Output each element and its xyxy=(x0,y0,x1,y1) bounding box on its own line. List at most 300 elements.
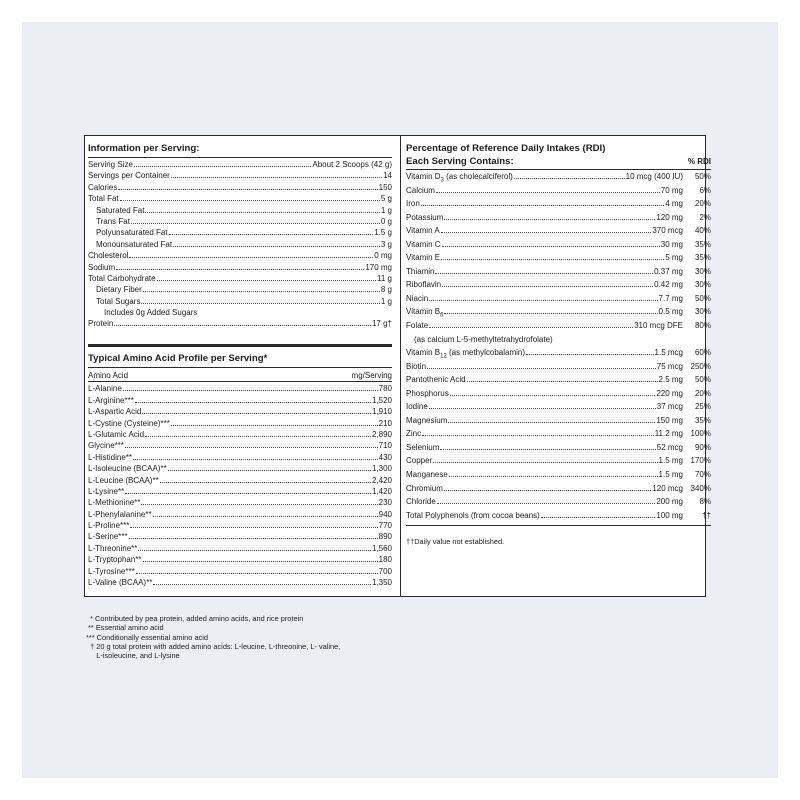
amino-row xyxy=(88,383,392,394)
rdi-percent: 40% xyxy=(694,226,711,236)
amino-amount: 1,560 xyxy=(371,543,392,553)
amino-rows xyxy=(88,383,392,588)
rdi-row xyxy=(406,252,711,266)
dot-leader xyxy=(173,246,380,247)
nutrient-amount: 1 g xyxy=(380,296,392,306)
rdi-percent: 60% xyxy=(694,348,711,358)
rdi-note-text: (as calcium L-5-methyltetrahydrofolate) xyxy=(414,334,553,344)
rdi-title: Percentage of Reference Daily Intakes (RDI) xyxy=(406,143,606,154)
nutrient-amount: 150 xyxy=(378,182,392,192)
amino-amount: 2,890 xyxy=(371,429,392,439)
serving-row xyxy=(88,159,392,170)
amino-name: L-Glutamic Acid xyxy=(88,429,145,439)
amino-row xyxy=(88,520,392,531)
rdi-amount: 1.5 mg xyxy=(658,456,683,466)
rdi-row xyxy=(406,225,711,239)
amino-name: L-Tyrosine*** xyxy=(88,566,135,576)
amino-amount: 2,420 xyxy=(371,475,392,485)
dot-leader xyxy=(429,300,657,301)
amino-name: L-Proline*** xyxy=(88,521,130,531)
dot-leader xyxy=(467,381,658,382)
serving-info-rows xyxy=(88,159,392,330)
rdi-name-text: Total Polyphenols (from cocoa beans) xyxy=(406,510,540,520)
dot-leader xyxy=(441,259,664,260)
nutrient-name: Polyunsaturated Fat xyxy=(96,228,168,238)
dot-leader xyxy=(153,516,378,517)
amino-name: L-Alanine xyxy=(88,384,122,394)
rdi-name xyxy=(406,185,435,196)
amino-name: L-Tryptophan** xyxy=(88,555,142,565)
rdi-amount: 0.37 mg xyxy=(654,266,683,276)
rdi-percent: 35% xyxy=(694,415,711,425)
dot-leader xyxy=(429,327,633,328)
rdi-amount: 0.42 mg xyxy=(654,280,683,290)
rdi-amount: 2.5 mg xyxy=(658,375,683,385)
rdi-amount: 10 mcg (400 IU) xyxy=(625,172,683,181)
amino-name: L-Cystine (Cysteine)*** xyxy=(88,418,170,428)
rdi-percent: 50% xyxy=(694,293,711,303)
rdi-name-text: Pantothenic Acid xyxy=(406,375,466,385)
dot-leader xyxy=(118,189,377,190)
serving-info-rule xyxy=(88,157,392,158)
amino-header-rule xyxy=(88,381,392,382)
dot-leader xyxy=(436,192,660,193)
rdi-percent: 90% xyxy=(694,442,711,452)
rdi-row xyxy=(406,306,711,320)
dot-leader xyxy=(153,584,371,585)
dot-leader xyxy=(130,527,377,528)
serving-row xyxy=(88,216,392,227)
amino-amount: 1,350 xyxy=(371,578,392,588)
dot-leader xyxy=(157,280,376,281)
footnotes xyxy=(86,614,340,660)
rdi-name-text: Vitamin B xyxy=(406,348,441,358)
dot-leader xyxy=(448,422,655,423)
rdi-percent: 25% xyxy=(694,402,711,412)
amino-amount: 770 xyxy=(378,521,392,531)
amino-amount: 700 xyxy=(378,566,392,576)
nutrient-amount: 11 g xyxy=(377,273,392,283)
rdi-amount: 30 mg xyxy=(660,239,683,249)
dot-leader xyxy=(133,459,378,460)
rdi-percent: 30% xyxy=(694,307,711,317)
rdi-row xyxy=(406,239,711,253)
rdi-name-text: Folate xyxy=(406,321,429,331)
rdi-name-text: Vitamin A xyxy=(406,226,440,236)
dot-leader xyxy=(143,291,380,292)
rdi-name-text: Potassium xyxy=(406,212,444,222)
rdi-amount: 11.2 mg xyxy=(654,429,683,439)
serving-row xyxy=(88,193,392,204)
rdi-name xyxy=(406,510,540,521)
rdi-amount: 75 mcg xyxy=(656,361,683,371)
footnote-1: * Contributed by pea protein, added amino acids, and rice protein xyxy=(86,614,304,623)
dot-leader xyxy=(429,408,656,409)
rdi-row xyxy=(406,455,711,469)
serving-row xyxy=(88,239,392,250)
nutrient-name: Trans Fat xyxy=(96,216,130,226)
amino-name: L-Serine*** xyxy=(88,532,128,542)
dot-leader xyxy=(135,402,371,403)
nutrient-amount: 1 g xyxy=(380,205,392,215)
dot-leader xyxy=(514,178,625,179)
amino-row xyxy=(88,406,392,417)
rdi-percent: 35% xyxy=(694,239,711,249)
dot-leader xyxy=(116,269,364,270)
dot-leader xyxy=(160,482,371,483)
dot-leader xyxy=(442,286,653,287)
rdi-amount: 310 mcg DFE xyxy=(634,321,683,331)
rdi-row xyxy=(406,388,711,402)
amino-top-rule xyxy=(88,344,392,347)
rdi-row xyxy=(406,266,711,280)
nutrient-name: Sodium xyxy=(88,262,116,272)
rdi-footnote: ††Daily value not established. xyxy=(406,537,505,547)
rdi-amount: 1.5 mcg xyxy=(654,348,683,358)
rdi-amount: 1.5 mg xyxy=(658,470,683,480)
dot-leader xyxy=(435,273,653,274)
rdi-name xyxy=(406,455,432,466)
rdi-row xyxy=(406,198,711,212)
rdi-amount: 4 mg xyxy=(665,199,683,209)
rdi-name-subscript: 12 xyxy=(440,353,447,360)
rdi-percent: 8% xyxy=(699,497,711,507)
rdi-name-text: Niacin xyxy=(406,293,429,303)
rdi-percent: †† xyxy=(702,510,711,520)
rdi-row xyxy=(406,347,711,361)
amino-name: Glycine*** xyxy=(88,441,125,451)
rdi-name xyxy=(406,252,440,263)
amino-name: L-Methionine** xyxy=(88,498,141,508)
nutrient-amount: 0 g xyxy=(380,216,392,226)
amino-row xyxy=(88,440,392,451)
rdi-name xyxy=(406,239,441,250)
rdi-name xyxy=(406,279,441,290)
amino-name: L-Phenylalanine** xyxy=(88,509,152,519)
rdi-amount: 220 mg xyxy=(656,388,683,398)
nutrient-name: Total Fat xyxy=(88,194,119,204)
rdi-name-text: Riboflavin xyxy=(406,280,442,290)
rdi-name xyxy=(406,212,443,223)
rdi-percent: 30% xyxy=(694,280,711,290)
nutrient-name: Protein xyxy=(88,319,114,329)
rdi-percent: 70% xyxy=(694,470,711,480)
dot-leader xyxy=(129,538,378,539)
rdi-bottom-rule xyxy=(406,525,711,526)
dot-leader xyxy=(168,470,371,471)
nutrient-amount: 8 g xyxy=(380,285,392,295)
rdi-name xyxy=(406,266,434,277)
rdi-name xyxy=(406,428,421,439)
amino-amount: 1,420 xyxy=(371,486,392,496)
serving-row xyxy=(88,273,392,284)
amino-name: L-Leucine (BCAA)** xyxy=(88,475,159,485)
rdi-amount: 150 mg xyxy=(656,415,683,425)
amino-name: L-Arginine*** xyxy=(88,395,134,405)
dot-leader xyxy=(134,166,311,167)
dot-leader xyxy=(441,232,652,233)
rdi-name xyxy=(406,401,428,412)
amino-row xyxy=(88,452,392,463)
dot-leader xyxy=(142,413,371,414)
rdi-name xyxy=(406,415,447,426)
nutrient-name: Total Sugars xyxy=(96,296,141,306)
dot-leader xyxy=(437,503,656,504)
amino-row xyxy=(88,509,392,520)
rdi-header-rule xyxy=(406,169,711,170)
rdi-name-rest: (as cholecalciferol) xyxy=(443,172,513,181)
rdi-col-pct: % RDI xyxy=(687,157,711,166)
nutrient-name: Monounsaturated Fat xyxy=(96,239,173,249)
serving-row xyxy=(88,307,392,318)
rdi-name-text: Chromium xyxy=(406,483,443,493)
dot-leader xyxy=(138,550,371,551)
rdi-row xyxy=(406,401,711,415)
amino-amount: 1,300 xyxy=(371,464,392,474)
rdi-amount: 37 mcg xyxy=(656,402,683,412)
rdi-note xyxy=(406,334,711,348)
rdi-percent: 170% xyxy=(690,456,711,466)
rdi-name-subscript: 3 xyxy=(440,177,444,184)
serving-row xyxy=(88,284,392,295)
amino-amount: 430 xyxy=(378,452,392,462)
amino-row xyxy=(88,531,392,542)
dot-leader xyxy=(444,219,655,220)
rdi-name-text: Phosphorus xyxy=(406,388,449,398)
rdi-row xyxy=(406,428,711,442)
rdi-name xyxy=(406,483,443,494)
rdi-row xyxy=(406,510,711,524)
rdi-amount: 5 mg xyxy=(665,253,683,263)
rdi-row xyxy=(406,293,711,307)
rdi-name-text: Iron xyxy=(406,199,420,209)
rdi-amount: 52 mcg xyxy=(656,442,683,452)
nutrient-amount: 1.5 g xyxy=(374,228,392,238)
amino-name: L-Lysine** xyxy=(88,486,125,496)
dot-leader xyxy=(131,223,380,224)
amino-name: L-Valine (BCAA)** xyxy=(88,578,153,588)
rdi-amount: 0.5 mg xyxy=(658,307,683,317)
nutrient-amount: 5 g xyxy=(380,194,392,204)
rdi-name-text: Copper xyxy=(406,456,433,466)
serving-row xyxy=(88,318,392,329)
amino-name: L-Histidine** xyxy=(88,452,133,462)
rdi-name xyxy=(406,374,466,385)
amino-amount: 230 xyxy=(378,498,392,508)
nutrient-amount: 14 xyxy=(383,171,392,181)
nutrient-amount: 0 mg xyxy=(374,251,392,261)
dot-leader xyxy=(171,177,382,178)
amino-name: L-Threonine** xyxy=(88,543,138,553)
rdi-section xyxy=(406,143,711,548)
amino-row xyxy=(88,543,392,554)
rdi-name-text: Vitamin C xyxy=(406,239,441,249)
serving-row xyxy=(88,205,392,216)
rdi-name-text: Zinc xyxy=(406,429,422,439)
dot-leader xyxy=(114,325,371,326)
rdi-name-text: Thiamin xyxy=(406,266,435,276)
dot-leader xyxy=(444,313,657,314)
amino-row xyxy=(88,554,392,565)
rdi-name xyxy=(406,293,428,304)
rdi-name-text: Biotin xyxy=(406,361,427,371)
rdi-name xyxy=(406,496,436,507)
amino-row xyxy=(88,429,392,440)
amino-col-name: Amino Acid xyxy=(88,371,129,380)
nutrient-name: Saturated Fat xyxy=(96,205,145,215)
amino-amount: 710 xyxy=(378,441,392,451)
serving-info-title: Information per Serving: xyxy=(88,143,200,154)
nutrient-name: Includes 0g Added Sugars xyxy=(104,308,198,318)
rdi-amount: 120 mcg xyxy=(652,483,683,493)
nutrient-amount: 17 g† xyxy=(371,319,392,329)
dot-leader xyxy=(141,303,379,304)
rdi-amount: 100 mg xyxy=(656,510,683,520)
nutrient-amount: 170 mg xyxy=(365,262,392,272)
nutrient-name: Serving Size xyxy=(88,160,133,169)
rdi-row xyxy=(406,442,711,456)
rdi-row xyxy=(406,374,711,388)
rdi-amount: 200 mg xyxy=(656,497,683,507)
footnote-5: L-isoleucine, and L-lysine xyxy=(86,651,180,661)
footnote-3: *** Conditionally essential amino acid xyxy=(86,632,209,642)
serving-row xyxy=(88,170,392,181)
dot-leader xyxy=(125,493,371,494)
amino-amount: 780 xyxy=(378,384,392,394)
rdi-name-text: Vitamin E xyxy=(406,253,441,263)
rdi-name-text: Magnesium xyxy=(406,415,448,425)
dot-leader xyxy=(145,436,371,437)
rdi-name xyxy=(406,442,439,453)
nutrient-amount: About 2 Scoops (42 g) xyxy=(312,160,392,169)
serving-info-section xyxy=(88,143,392,330)
rdi-rows xyxy=(406,171,711,523)
dot-leader xyxy=(449,476,658,477)
serving-row xyxy=(88,262,392,273)
amino-amount: 180 xyxy=(378,555,392,565)
rdi-name-text: Vitamin D xyxy=(406,172,441,181)
nutrient-amount: 3 g xyxy=(380,239,392,249)
rdi-row xyxy=(406,483,711,497)
dot-leader xyxy=(440,449,655,450)
rdi-row xyxy=(406,496,711,510)
rdi-row xyxy=(406,415,711,429)
rdi-percent: 50% xyxy=(694,375,711,385)
dot-leader xyxy=(171,425,378,426)
amino-amount: 210 xyxy=(378,418,392,428)
dot-leader xyxy=(141,504,377,505)
rdi-row xyxy=(406,171,711,185)
rdi-percent: 250% xyxy=(690,361,711,371)
nutrient-name: Servings per Container xyxy=(88,171,170,181)
rdi-percent: 20% xyxy=(694,388,711,398)
amino-title-rule xyxy=(88,367,392,368)
rdi-percent: 20% xyxy=(694,199,711,209)
rdi-row xyxy=(406,212,711,226)
amino-row xyxy=(88,418,392,429)
amino-name: L-Aspartic Acid xyxy=(88,407,142,417)
rdi-amount: 120 mg xyxy=(656,212,683,222)
rdi-name xyxy=(406,388,449,399)
rdi-name xyxy=(406,469,448,480)
amino-amount: 1,910 xyxy=(371,407,392,417)
dot-leader xyxy=(427,368,656,369)
rdi-percent: 80% xyxy=(694,321,711,331)
serving-row xyxy=(88,182,392,193)
rdi-percent: 2% xyxy=(699,212,711,222)
rdi-percent: 35% xyxy=(694,253,711,263)
rdi-name xyxy=(406,361,426,372)
rdi-name xyxy=(406,198,420,209)
amino-row xyxy=(88,475,392,486)
dot-leader xyxy=(169,234,374,235)
dot-leader xyxy=(541,517,655,518)
rdi-name-subscript: 6 xyxy=(440,313,444,320)
rdi-row xyxy=(406,469,711,483)
rdi-amount: 7.7 mg xyxy=(658,293,683,303)
amino-name: L-Isoleucine (BCAA)** xyxy=(88,464,167,474)
dot-leader xyxy=(526,354,654,355)
dot-leader xyxy=(136,573,378,574)
amino-col-value: mg/Serving xyxy=(351,371,392,380)
rdi-name-text: Selenium xyxy=(406,442,440,452)
amino-row xyxy=(88,577,392,588)
column-divider xyxy=(400,135,401,596)
dot-leader xyxy=(433,462,657,463)
dot-leader xyxy=(120,200,380,201)
rdi-name xyxy=(406,320,428,331)
amino-row xyxy=(88,395,392,406)
amino-title: Typical Amino Acid Profile per Serving* xyxy=(88,353,268,364)
rdi-percent: 340% xyxy=(690,483,711,493)
serving-row xyxy=(88,296,392,307)
dot-leader xyxy=(450,395,656,396)
amino-column-header xyxy=(88,370,392,381)
rdi-percent: 30% xyxy=(694,266,711,276)
amino-acid-section xyxy=(88,344,392,588)
rdi-row xyxy=(406,279,711,293)
dot-leader xyxy=(143,561,378,562)
rdi-row xyxy=(406,320,711,334)
dot-leader xyxy=(145,212,379,213)
dot-leader xyxy=(123,390,378,391)
rdi-name-text: Manganese xyxy=(406,470,448,480)
nutrient-name: Cholesterol xyxy=(88,251,129,261)
rdi-name-text: Vitamin B xyxy=(406,307,441,317)
rdi-name xyxy=(406,225,440,236)
dot-leader xyxy=(125,447,378,448)
rdi-subheader xyxy=(406,156,711,168)
amino-amount: 940 xyxy=(378,509,392,519)
rdi-amount: 70 mg xyxy=(660,185,683,195)
nutrient-name: Dietary Fiber xyxy=(96,285,142,295)
nutrient-name: Total Carbohydrate xyxy=(88,273,156,283)
amino-amount: 890 xyxy=(378,532,392,542)
footnote-2: ** Essential amino acid xyxy=(86,623,164,633)
dot-leader xyxy=(442,246,660,247)
rdi-name-text: Calcium xyxy=(406,185,435,195)
amino-row xyxy=(88,566,392,577)
rdi-subtitle: Each Serving Contains: xyxy=(406,156,514,167)
footnote-4: † 20 g total protein with added amino acids: L-leucine, L-threonine, L- valine, xyxy=(86,641,341,651)
amino-row xyxy=(88,497,392,508)
nutrient-name: Calories xyxy=(88,182,118,192)
serving-row xyxy=(88,250,392,261)
rdi-amount: 370 mcg xyxy=(652,226,683,236)
dot-leader xyxy=(129,257,373,258)
rdi-name-rest: (as methylcobalamin) xyxy=(446,348,526,358)
dot-leader xyxy=(444,490,651,491)
